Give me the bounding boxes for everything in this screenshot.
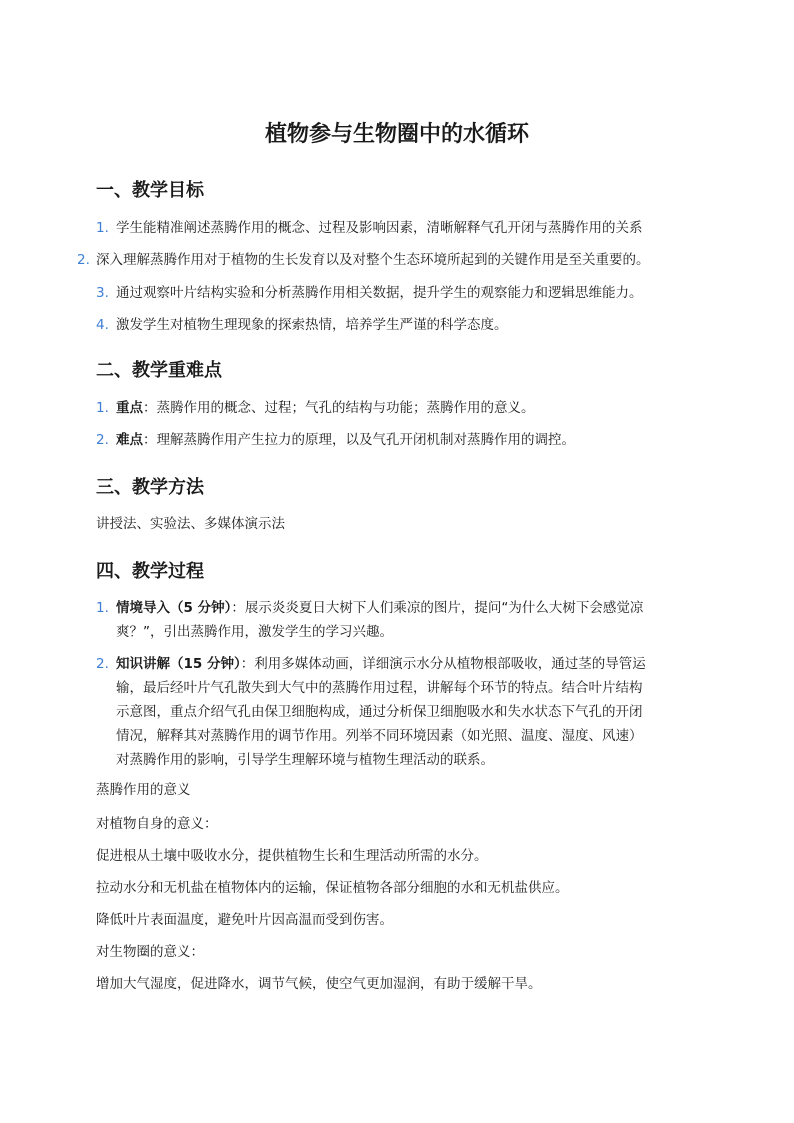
list-item <box>96 396 535 420</box>
methods-text: 讲授法、实验法、多媒体演示法 <box>96 516 285 532</box>
list-text-line: 对蒸腾作用的影响，引导学生理解环境与植物生理活动的联系。 <box>116 752 494 768</box>
list-item <box>96 216 643 240</box>
list-number: 2. <box>96 432 109 448</box>
list-number: 2. <box>77 252 90 268</box>
list-text: 激发学生对植物生理现象的探索热情，培养学生严谨的科学态度。 <box>116 317 508 333</box>
paragraph: 蒸腾作用的意义 <box>96 782 191 798</box>
heading-methods: 三、教学方法 <box>96 477 204 498</box>
list-item <box>96 281 643 305</box>
list-text-line: 情况，解释其对蒸腾作用的调节作用。列举不同环境因素（如光照、温度、湿度、风速） <box>116 728 643 744</box>
list-label: 知识讲解（15 分钟） <box>116 656 241 672</box>
paragraph: 拉动水分和无机盐在植物体内的运输，保证植物各部分细胞的水和无机盐供应。 <box>96 880 569 896</box>
list-text-line: 示意图，重点介绍气孔由保卫细胞构成，通过分析保卫细胞吸水和失水状态下气孔的开闭 <box>116 704 643 720</box>
list-text: ：理解蒸腾作用产生拉力的原理，以及气孔开闭机制对蒸腾作用的调控。 <box>143 432 575 448</box>
document-title: 植物参与生物圈中的水循环 <box>264 122 529 147</box>
list-text-line: 爽？”，引出蒸腾作用，激发学生的学习兴趣。 <box>116 624 393 640</box>
list-label: 难点 <box>116 432 143 448</box>
list-number: 1. <box>96 400 109 416</box>
paragraph: 对植物自身的意义： <box>96 816 218 832</box>
list-number: 1. <box>96 600 109 616</box>
list-text: 通过观察叶片结构实验和分析蒸腾作用相关数据，提升学生的观察能力和逻辑思维能力。 <box>116 285 643 301</box>
list-number: 3. <box>96 285 109 301</box>
list-item <box>96 596 706 644</box>
list-item <box>96 652 706 772</box>
list-text-line: ：利用多媒体动画，详细演示水分从植物根部吸收，通过茎的导管运 <box>240 656 646 672</box>
list-text: 学生能精准阐述蒸腾作用的概念、过程及影响因素，清晰解释气孔开闭与蒸腾作用的关系 <box>116 220 643 236</box>
paragraph: 降低叶片表面温度，避免叶片因高温而受到伤害。 <box>96 912 393 928</box>
list-item <box>96 313 508 337</box>
list-number: 1. <box>96 220 109 236</box>
list-item <box>77 248 650 272</box>
list-text: ：蒸腾作用的概念、过程；气孔的结构与功能；蒸腾作用的意义。 <box>143 400 535 416</box>
list-text-line: ：展示炎炎夏日大树下人们乘凉的图片，提问“为什么大树下会感觉凉 <box>231 600 644 616</box>
list-text: 深入理解蒸腾作用对于植物的生长发育以及对整个生态环境所起到的关键作用是至关重要的。 <box>96 252 650 268</box>
list-label: 重点 <box>116 400 143 416</box>
heading-keypoints: 二、教学重难点 <box>96 360 222 381</box>
paragraph: 促进根从土壤中吸收水分，提供植物生长和生理活动所需的水分。 <box>96 848 488 864</box>
list-item <box>96 428 575 452</box>
list-text-line: 输，最后经叶片气孔散失到大气中的蒸腾作用过程，讲解每个环节的特点。结合叶片结构 <box>116 680 643 696</box>
paragraph: 对生物圈的意义： <box>96 944 204 960</box>
paragraph: 增加大气湿度，促进降水，调节气候，使空气更加湿润，有助于缓解干旱。 <box>96 976 542 992</box>
heading-goals: 一、教学目标 <box>96 180 204 201</box>
list-number: 4. <box>96 317 109 333</box>
list-label: 情境导入（5 分钟） <box>116 600 232 616</box>
heading-process: 四、教学过程 <box>96 561 204 582</box>
list-number: 2. <box>96 656 109 672</box>
